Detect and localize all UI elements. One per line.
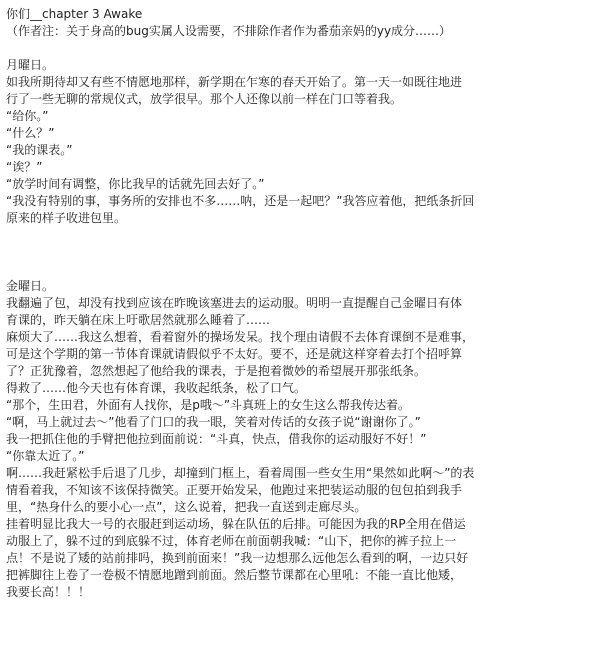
paragraph-line: “我没有特别的事，事务所的安排也不多……呐，还是一起吧？”我答应着他，把纸条折回 [6,194,475,208]
paragraph-line: 金曜日。 [6,279,55,293]
author-note: （作者注：关于身高的bug实属人设需要，不排除作者作为番茄亲妈的yy成分……） [6,24,452,38]
paragraph-line: “诶？” [6,160,43,174]
paragraph-line: 如我所期待却又有些不情愿地那样，新学期在乍寒的春天开始了。第一天一如既往地进 [6,75,463,89]
paragraph-line: 动服上了，躲不过的到底躲不过，体育老师在前面朝我喊：“山下，把你的裤子拉上一 [6,534,457,548]
paragraph-line: 我要长高！！！ [6,585,91,599]
paragraph-line: “我的课表。” [6,143,73,157]
paragraph-line: 挂着明显比我大一号的衣服赶到运动场，躲在队伍的后排。可能因为我的RP全用在借运 [6,517,466,531]
paragraph-line: 情看着我，不知该不该保持微笑。正要开始发呆，他跑过来把装运动服的包包拍到我手 [6,483,463,497]
paragraph-line: “什么？” [6,126,55,140]
paragraph-line: “给你。” [6,109,49,123]
paragraph-line: “那个，生田君，外面有人找你，是p哦～”斗真班上的女生这么帮我传达着。 [6,398,411,412]
paragraph-line: 了？正犹豫着，忽然想起了他给我的课表，于是抱着微妙的希望展开那张纸条。 [6,364,427,378]
spacer [6,40,586,57]
paragraph-line: 原来的样子收进包里。 [6,211,127,225]
paragraph-line: 我翻遍了包，却没有找到应该在昨晚该塞进去的运动服。明明一直提醒自己金曜日有体 [6,296,463,310]
paragraph-line: “你靠太近了。” [6,449,85,463]
section-monday [6,57,586,227]
paragraph-line: 行了一些无聊的常规仪式，放学很早。那个人还像以前一样在门口等着我。 [6,92,403,106]
paragraph-line: 麻烦大了……我这么想着，看着窗外的操场发呆。找个理由请假不去体育课倒不是难事， [6,330,475,344]
chapter-title: 你们__chapter 3 Awake [6,7,143,21]
paragraph-line: 把裤脚往上卷了一卷极不情愿地蹭到前面。然后整节课都在心里吼：不能一直比他矮， [6,568,463,582]
paragraph-line: 我一把抓住他的手臂把他拉到面前说：“斗真，快点，借我你的运动服好不好！” [6,432,427,446]
paragraph-line: 里，“热身什么的要小心一点”，这么说着，把我一直送到走廊尽头。 [6,500,367,514]
paragraph-line: 点！不是说了矮的站前排吗，换到前面来！”我一边想那么远他怎么看到的啊，一边只好 [6,551,469,565]
paragraph-line: “啊，马上就过去～”他看了门口的我一眼，笑着对传话的女孩子说“谢谢你了。” [6,415,421,429]
paragraph-line: 得救了……他今天也有体育课，我收起纸条，松了口气。 [6,381,307,395]
section-friday [6,278,586,601]
paragraph-line: “放学时间有调整，你比我早的话就先回去好了。” [6,177,265,191]
spacer [6,227,586,278]
document-page [6,6,586,601]
paragraph-line: 育课的，昨天躺在床上吁歌居然就那么睡着了…… [6,313,271,327]
paragraph-line: 啊……我赶紧松手后退了几步，却撞到门框上，看着周围一些女生用“果然如此啊～”的表 [6,466,475,480]
paragraph-line: 月曜日。 [6,58,55,72]
paragraph-line: 可是这个学期的第一节体育课就请假似乎不太好。要不，还是就这样穿着去打个招呼算 [6,347,463,361]
